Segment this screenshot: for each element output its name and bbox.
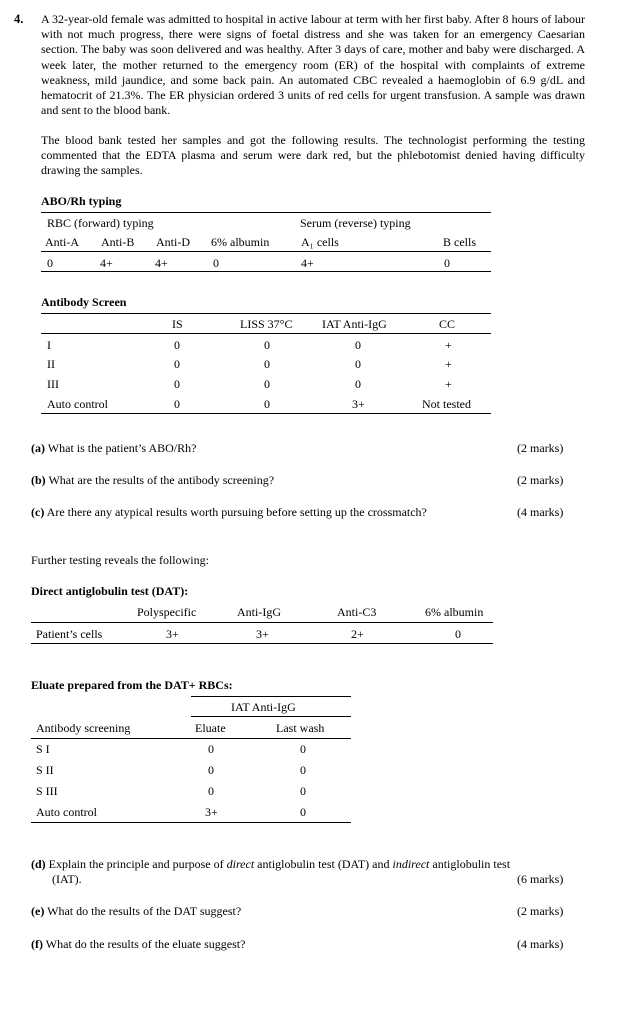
eluate-cell: 0: [300, 763, 306, 777]
abo-value-anti-b: 4+: [100, 256, 113, 270]
dat-col-albumin: 6% albumin: [425, 605, 484, 619]
dat-row-label: Patient’s cells: [36, 627, 103, 641]
question-e: (e) What do the results of the DAT suggest?: [31, 904, 242, 918]
dat-value-polyspecific: 3+: [166, 627, 179, 641]
abo-col-a1-cells: A₁ cells: [301, 235, 339, 249]
screen-cell: Not tested: [422, 397, 471, 411]
screen-row-label: III: [47, 377, 59, 391]
question-f: (f) What do the results of the eluate suggest?: [31, 937, 246, 951]
question-a: (a) What is the patient’s ABO/Rh?: [31, 441, 197, 455]
question-c: (c) Are there any atypical results worth pursuing before setting up the crossmatch?: [31, 505, 427, 519]
question-e-marks: (2 marks): [517, 904, 564, 918]
abo-value-b-cells: 0: [444, 256, 450, 270]
screen-cell: 0: [264, 377, 270, 391]
dat-title: Direct antiglobulin test (DAT):: [31, 584, 189, 598]
screen-col-liss: LISS 37°C: [240, 317, 293, 331]
dat-value-anti-igg: 3+: [256, 627, 269, 641]
screen-cell: 0: [174, 338, 180, 352]
abo-rh-title: ABO/Rh typing: [41, 194, 122, 208]
further-testing-text: Further testing reveals the following:: [31, 553, 209, 567]
abo-col-anti-d: Anti-D: [156, 235, 190, 249]
eluate-cell: 0: [208, 763, 214, 777]
screen-row-label: Auto control: [47, 397, 108, 411]
screen-cell: 0: [355, 338, 361, 352]
screen-bottom-rule: [41, 413, 491, 414]
question-b-marks: (2 marks): [517, 473, 564, 487]
screen-mid-rule: [41, 333, 491, 334]
dat-col-polyspecific: Polyspecific: [137, 605, 197, 619]
screen-cell: +: [445, 338, 452, 352]
eluate-cell: 0: [208, 742, 214, 756]
abo-mid-rule: [41, 251, 491, 252]
screen-col-cc: CC: [439, 317, 456, 331]
screen-cell: 0: [355, 377, 361, 391]
dat-value-albumin: 0: [455, 627, 461, 641]
dat-mid-rule: [31, 622, 493, 623]
eluate-title: Eluate prepared from the DAT+ RBCs:: [31, 678, 233, 692]
screen-row-label: I: [47, 338, 51, 352]
eluate-bottom-rule: [31, 822, 351, 823]
question-c-marks: (4 marks): [517, 505, 564, 519]
eluate-row-label: S III: [36, 784, 58, 798]
screen-cell: 0: [264, 338, 270, 352]
question-d-marks: (6 marks): [517, 872, 564, 886]
abo-value-anti-d: 4+: [155, 256, 168, 270]
question-number: 4.: [14, 12, 24, 26]
screen-cell: 0: [174, 357, 180, 371]
screen-row-label: II: [47, 357, 55, 371]
eluate-group-rule: [191, 696, 351, 697]
screen-cell: 3+: [352, 397, 365, 411]
question-f-marks: (4 marks): [517, 937, 564, 951]
eluate-row-label: Auto control: [36, 805, 97, 819]
eluate-cell: 0: [208, 784, 214, 798]
abo-col-albumin: 6% albumin: [211, 235, 270, 249]
screen-col-iat: IAT Anti-IgG: [322, 317, 387, 331]
abo-top-rule: [41, 212, 491, 213]
dat-value-anti-c3: 2+: [351, 627, 364, 641]
eluate-group-header: IAT Anti-IgG: [231, 700, 296, 714]
abo-bottom-rule: [41, 271, 491, 272]
screen-cell: 0: [355, 357, 361, 371]
dat-col-anti-igg: Anti-IgG: [237, 605, 281, 619]
eluate-cell: 0: [300, 784, 306, 798]
eluate-row-header: Antibody screening: [36, 721, 131, 735]
eluate-group-underline: [191, 716, 351, 717]
screen-cell: 0: [174, 397, 180, 411]
abo-col-anti-b: Anti-B: [101, 235, 135, 249]
blood-bank-paragraph: The blood bank tested her samples and got the following results. The technologist performing the testing commented that the EDTA plasma and serum were dark red, but the phlebotomist denied having difficulty drawing the samples.: [41, 133, 585, 178]
question-b: (b) What are the results of the antibody screening?: [31, 473, 275, 487]
eluate-cell: 0: [300, 742, 306, 756]
screen-cell: 0: [264, 397, 270, 411]
question-d: (d) Explain the principle and purpose of direct antiglobulin test (DAT) and indirect antiglobulin test: [31, 857, 511, 871]
screen-col-is: IS: [172, 317, 183, 331]
screen-cell: +: [445, 357, 452, 371]
screen-cell: 0: [174, 377, 180, 391]
eluate-row-label: S II: [36, 763, 54, 777]
eluate-cell: 3+: [205, 805, 218, 819]
abo-value-albumin: 0: [213, 256, 219, 270]
question-a-marks: (2 marks): [517, 441, 564, 455]
eluate-row-label: S I: [36, 742, 50, 756]
abo-col-b-cells: B cells: [443, 235, 476, 249]
eluate-col-last-wash: Last wash: [276, 721, 325, 735]
eluate-col-eluate: Eluate: [195, 721, 226, 735]
antibody-screen-title: Antibody Screen: [41, 295, 127, 309]
abo-col-anti-a: Anti-A: [45, 235, 79, 249]
eluate-cell: 0: [300, 805, 306, 819]
forward-typing-header: RBC (forward) typing: [47, 216, 154, 230]
abo-value-a1-cells: 4+: [301, 256, 314, 270]
screen-cell: 0: [264, 357, 270, 371]
screen-cell: +: [445, 377, 452, 391]
abo-value-anti-a: 0: [47, 256, 53, 270]
eluate-mid-rule: [31, 738, 351, 739]
question-d-line2: (IAT).: [52, 872, 82, 886]
dat-col-anti-c3: Anti-C3: [337, 605, 377, 619]
screen-top-rule: [41, 313, 491, 314]
dat-bottom-rule: [31, 643, 493, 644]
case-paragraph: A 32-year-old female was admitted to hospital in active labour at term with her first baby. After 8 hours of labour with not much progress, there were signs of foetal distress and she was taken for an emergency Caesarian section. The baby was soon delivered and was healthy. After 3 days of care, mother and baby were discharged. A week later, the mother returned to the emergency room (ER) of the hospital with complaints of extreme weakness, mild jaundice, and some back pain. An automated CBC revealed a haemoglobin of 6.9 g/dL and hematocrit of 21.3%. The ER physician ordered 3 units of red cells for urgent transfusion. A sample was drawn and sent to the blood bank.: [41, 12, 585, 118]
reverse-typing-header: Serum (reverse) typing: [300, 216, 411, 230]
